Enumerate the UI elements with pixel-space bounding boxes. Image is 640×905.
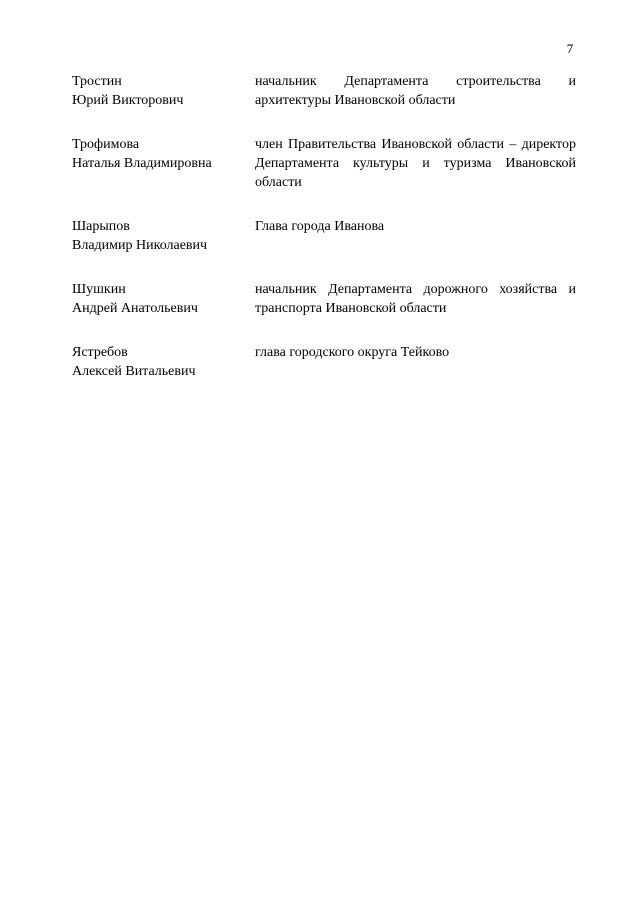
member-given-names: Алексей Витальевич <box>72 364 196 379</box>
member-position: начальник Департамента строительства и архитектуры Ивановской области <box>255 74 576 108</box>
member-surname: Трофимова <box>72 137 140 152</box>
member-position: член Правительства Ивановской области – директор Департамента культуры и туризма Ивановской области <box>255 137 576 190</box>
member-surname: Ястребов <box>72 345 128 360</box>
member-given-names: Андрей Анатольевич <box>72 301 198 316</box>
member-given-names: Наталья Владимировна <box>72 156 212 171</box>
member-surname: Шушкин <box>72 282 126 297</box>
member-name <box>72 280 255 318</box>
member-position: Глава города Иванова <box>255 219 385 234</box>
member-row <box>72 72 576 110</box>
member-row <box>72 343 576 381</box>
member-row <box>72 217 576 255</box>
member-position: глава городского округа Тейково <box>255 345 450 360</box>
members-list <box>72 72 576 406</box>
member-name <box>72 343 255 381</box>
member-surname: Шарыпов <box>72 219 130 234</box>
member-name <box>72 72 255 110</box>
member-name <box>72 217 255 255</box>
member-row <box>72 135 576 192</box>
member-given-names: Юрий Викторович <box>72 93 184 108</box>
page-number: 7 <box>566 41 574 56</box>
member-position: начальник Департамента дорожного хозяйства и транспорта Ивановской области <box>255 282 576 316</box>
member-name <box>72 135 255 173</box>
member-surname: Тростин <box>72 74 122 89</box>
member-given-names: Владимир Николаевич <box>72 238 208 253</box>
member-row <box>72 280 576 318</box>
